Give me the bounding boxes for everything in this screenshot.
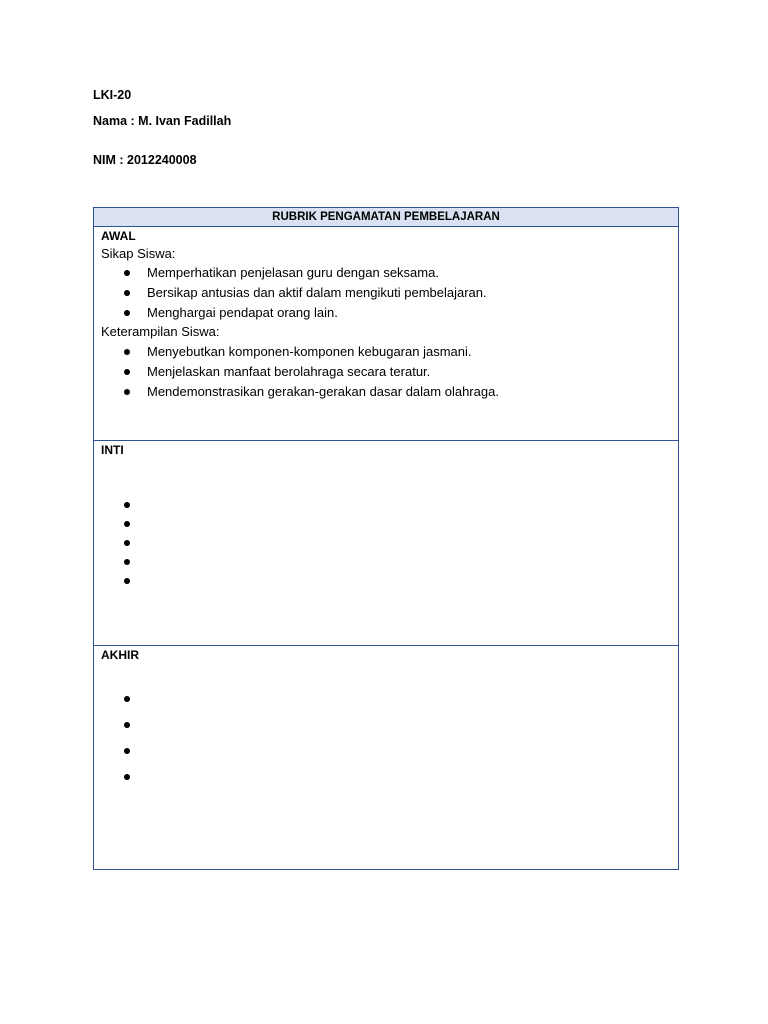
bullet-icon	[124, 349, 130, 355]
list-item	[94, 263, 678, 283]
section-inti-label: INTI	[101, 443, 124, 457]
list-item-text: Bersikap antusias dan aktif dalam mengikuti pembelajaran.	[147, 285, 487, 300]
list-item-text: Menjelaskan manfaat berolahraga secara teratur.	[147, 364, 431, 379]
section-awal-label: AWAL	[101, 229, 136, 243]
bullet-icon	[124, 748, 130, 754]
bullet-icon	[124, 696, 130, 702]
bullet-icon	[124, 369, 130, 375]
section-inti	[94, 441, 678, 646]
list-item-text: Memperhatikan penjelasan guru dengan seksama.	[147, 265, 439, 280]
sikap-siswa-label: Sikap Siswa:	[101, 246, 176, 261]
student-name: Nama : M. Ivan Fadillah	[93, 114, 232, 128]
bullet-icon	[124, 578, 130, 584]
list-item	[94, 342, 678, 362]
list-item	[94, 362, 678, 382]
document-code: LKI-20	[93, 88, 132, 102]
list-item	[94, 303, 678, 323]
keterampilan-siswa-label: Keterampilan Siswa:	[101, 324, 220, 339]
bullet-icon	[124, 774, 130, 780]
bullet-icon	[124, 722, 130, 728]
section-awal	[94, 227, 678, 441]
bullet-icon	[124, 290, 130, 296]
keterampilan-siswa-list	[94, 342, 678, 402]
list-item	[94, 382, 678, 402]
section-akhir-label: AKHIR	[101, 648, 139, 662]
list-item-text: Menghargai pendapat orang lain.	[147, 305, 338, 320]
bullet-icon	[124, 540, 130, 546]
list-item-text: Mendemonstrasikan gerakan-gerakan dasar dalam olahraga.	[147, 384, 499, 399]
bullet-icon	[124, 389, 130, 395]
section-akhir	[94, 646, 678, 868]
sikap-siswa-list	[94, 263, 678, 323]
list-item-text: Menyebutkan komponen-komponen kebugaran jasmani.	[147, 344, 472, 359]
bullet-icon	[124, 559, 130, 565]
bullet-icon	[124, 270, 130, 276]
bullet-icon	[124, 521, 130, 527]
rubric-title: RUBRIK PENGAMATAN PEMBELAJARAN	[94, 208, 678, 227]
bullet-icon	[124, 502, 130, 508]
rubric-table	[93, 207, 679, 870]
student-nim: NIM : 2012240008	[93, 153, 197, 167]
bullet-icon	[124, 310, 130, 316]
list-item	[94, 283, 678, 303]
